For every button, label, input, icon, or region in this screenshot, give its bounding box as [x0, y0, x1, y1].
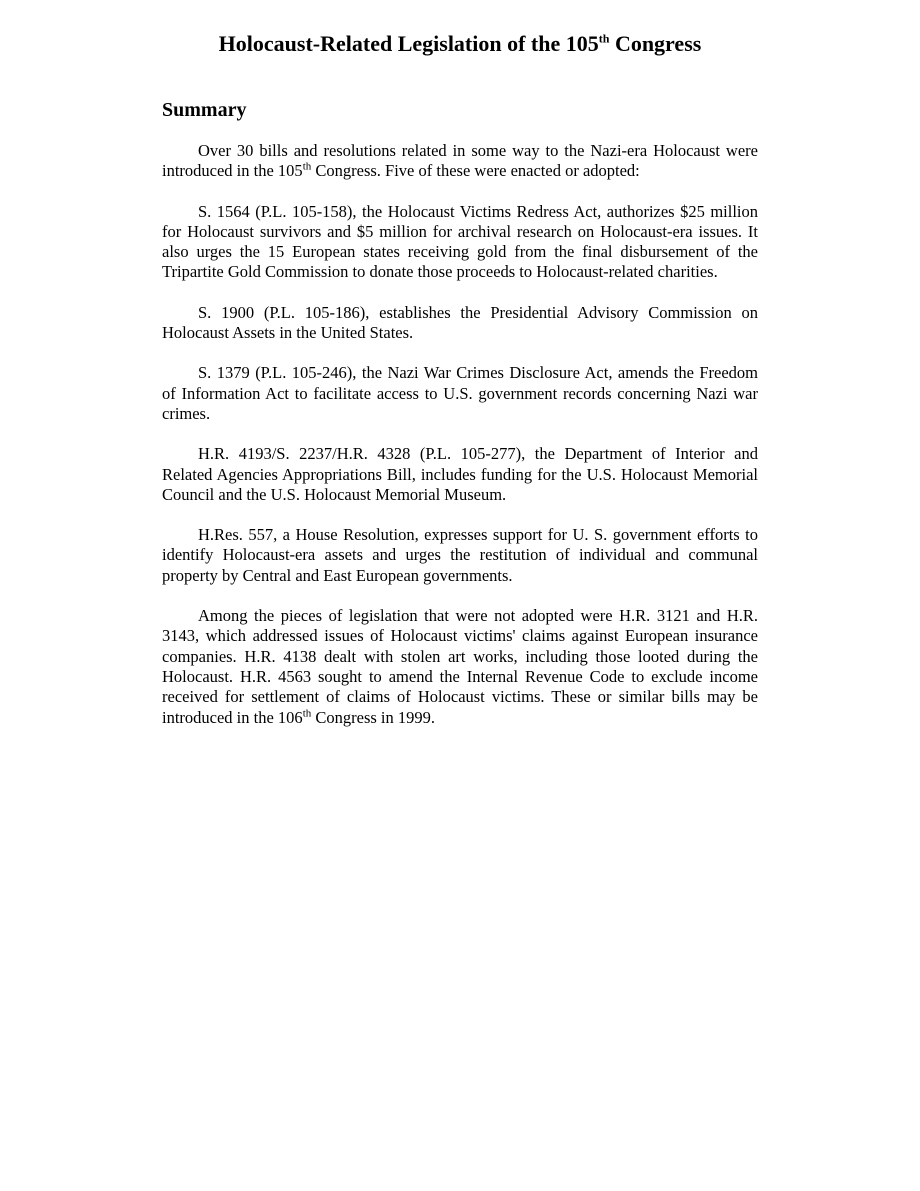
- paragraph-s1564: S. 1564 (P.L. 105-158), the Holocaust Victims Redress Act, authorizes $25 million for Holocaust survivors and $5 million for archival research on Holocaust-era issues. It also urges the 15 European states receiving gold from the final disbursement of the Tripartite Gold Commission to donate those proceeds to Holocaust-related charities.: [162, 201, 758, 282]
- closing-paragraph: [162, 606, 758, 728]
- closing-suffix: Congress in 1999.: [311, 707, 435, 727]
- paragraph-hres557: H.Res. 557, a House Resolution, expresses support for U. S. government efforts to identify Holocaust-era assets and urges the restitution of individual and communal property by Central and East European governments.: [162, 525, 758, 585]
- title-superscript: th: [598, 31, 610, 46]
- paragraph-hr4193: H.R. 4193/S. 2237/H.R. 4328 (P.L. 105-277), the Department of Interior and Related Agencies Appropriations Bill, includes funding for the U.S. Holocaust Memorial Council and the U.S. Holocaust Memorial Museum.: [162, 444, 758, 504]
- paragraph-s1379: S. 1379 (P.L. 105-246), the Nazi War Crimes Disclosure Act, amends the Freedom of Information Act to facilitate access to U.S. government records concerning Nazi war crimes.: [162, 363, 758, 423]
- closing-prefix: Among the pieces of legislation that were not adopted were H.R. 3121 and H.R. 3143, which addressed issues of Holocaust victims' claims against European insurance companies. H.R. 4138 dealt with stolen art works, including those looted during the Holocaust. H.R. 4563 sought to amend the Internal Revenue Code to exclude income received for settlement of claims of Holocaust victims. These or similar bills may be introduced in the 106: [162, 606, 758, 727]
- intro-superscript: th: [302, 160, 312, 173]
- summary-heading: Summary: [162, 99, 247, 121]
- document-page: [162, 30, 758, 728]
- intro-paragraph: [162, 141, 758, 182]
- document-title: [162, 30, 758, 58]
- intro-prefix: Over 30 bills and resolutions related in some way to the Nazi-era Holocaust were introduced in the 105: [162, 141, 758, 181]
- intro-suffix: Congress. Five of these were enacted or adopted:: [311, 161, 640, 181]
- title-suffix: Congress: [609, 31, 702, 56]
- title-prefix: Holocaust-Related Legislation of the 105: [218, 31, 599, 56]
- closing-superscript: th: [302, 707, 312, 720]
- paragraph-s1900: S. 1900 (P.L. 105-186), establishes the Presidential Advisory Commission on Holocaust Assets in the United States.: [162, 302, 758, 343]
